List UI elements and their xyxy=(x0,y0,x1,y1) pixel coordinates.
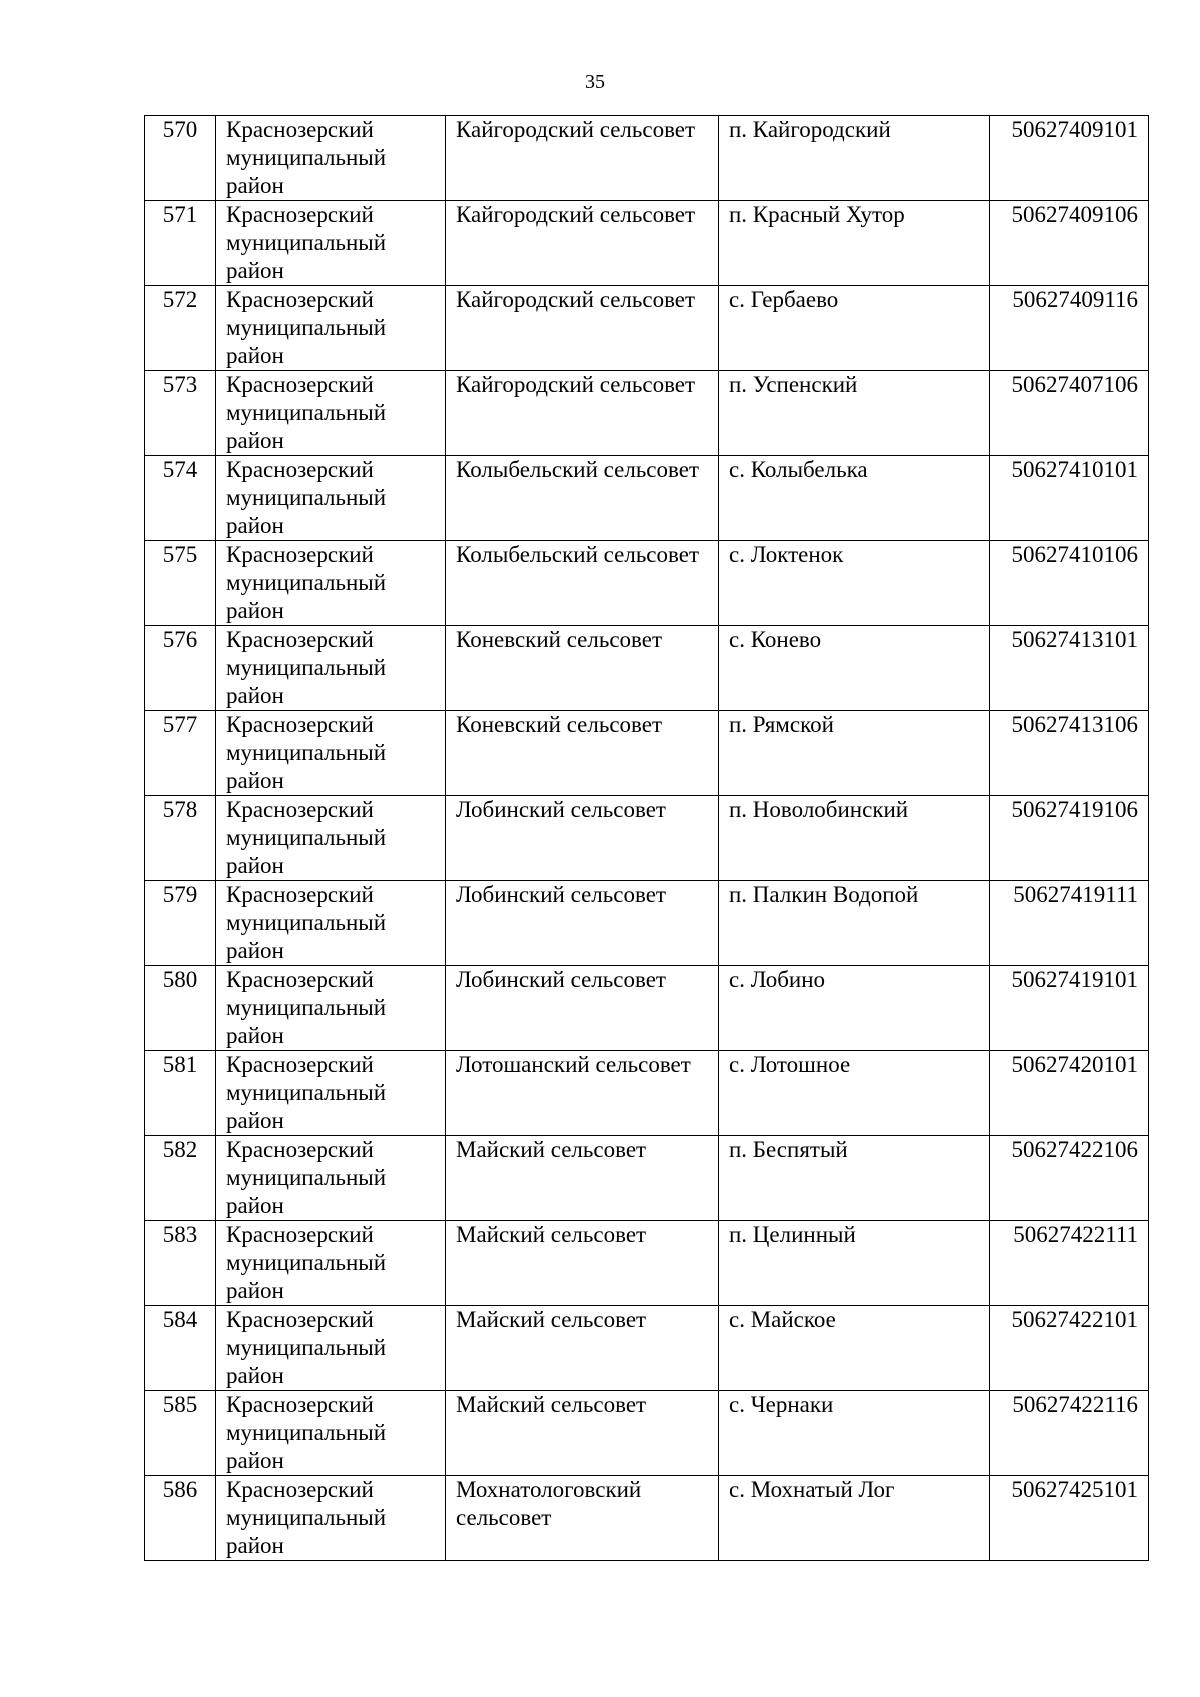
district-cell: Краснозерский муниципальный район xyxy=(216,541,446,626)
table-row xyxy=(145,1221,1149,1306)
oktmo-code-cell: 50627422116 xyxy=(990,1391,1149,1476)
row-number-cell: 577 xyxy=(145,711,216,796)
table-row xyxy=(145,456,1149,541)
table-row xyxy=(145,711,1149,796)
table-row xyxy=(145,626,1149,711)
council-cell: Коневский сельсовет xyxy=(446,711,719,796)
council-cell: Майский сельсовет xyxy=(446,1306,719,1391)
oktmo-code-cell: 50627410101 xyxy=(990,456,1149,541)
council-cell: Кайгородский сельсовет xyxy=(446,116,719,201)
table-row xyxy=(145,1136,1149,1221)
row-number-cell: 584 xyxy=(145,1306,216,1391)
table-row xyxy=(145,541,1149,626)
settlement-cell: п. Целинный xyxy=(719,1221,990,1306)
row-number-cell: 571 xyxy=(145,201,216,286)
table-row xyxy=(145,201,1149,286)
settlement-cell: п. Рямской xyxy=(719,711,990,796)
oktmo-code-cell: 50627419106 xyxy=(990,796,1149,881)
settlement-cell: с. Чернаки xyxy=(719,1391,990,1476)
district-cell: Краснозерский муниципальный район xyxy=(216,1051,446,1136)
table-row xyxy=(145,116,1149,201)
row-number-cell: 574 xyxy=(145,456,216,541)
district-cell: Краснозерский муниципальный район xyxy=(216,626,446,711)
row-number-cell: 582 xyxy=(145,1136,216,1221)
settlements-table xyxy=(144,115,1149,1561)
district-cell: Краснозерский муниципальный район xyxy=(216,711,446,796)
council-cell: Колыбельский сельсовет xyxy=(446,456,719,541)
council-cell: Майский сельсовет xyxy=(446,1136,719,1221)
row-number-cell: 575 xyxy=(145,541,216,626)
settlement-cell: п. Новолобинский xyxy=(719,796,990,881)
council-cell: Майский сельсовет xyxy=(446,1221,719,1306)
settlement-cell: с. Гербаево xyxy=(719,286,990,371)
district-cell: Краснозерский муниципальный район xyxy=(216,796,446,881)
district-cell: Краснозерский муниципальный район xyxy=(216,201,446,286)
district-cell: Краснозерский муниципальный район xyxy=(216,116,446,201)
oktmo-code-cell: 50627409106 xyxy=(990,201,1149,286)
settlement-cell: с. Колыбелька xyxy=(719,456,990,541)
page-number: 35 xyxy=(585,71,605,93)
district-cell: Краснозерский муниципальный район xyxy=(216,1306,446,1391)
council-cell: Колыбельский сельсовет xyxy=(446,541,719,626)
oktmo-code-cell: 50627413106 xyxy=(990,711,1149,796)
oktmo-code-cell: 50627419101 xyxy=(990,966,1149,1051)
table-row xyxy=(145,881,1149,966)
row-number-cell: 585 xyxy=(145,1391,216,1476)
row-number-cell: 573 xyxy=(145,371,216,456)
settlement-cell: с. Мохнатый Лог xyxy=(719,1476,990,1561)
table-row xyxy=(145,796,1149,881)
council-cell: Кайгородский сельсовет xyxy=(446,201,719,286)
settlement-cell: с. Лотошное xyxy=(719,1051,990,1136)
oktmo-code-cell: 50627407106 xyxy=(990,371,1149,456)
row-number-cell: 581 xyxy=(145,1051,216,1136)
table-row xyxy=(145,1306,1149,1391)
council-cell: Лобинский сельсовет xyxy=(446,796,719,881)
council-cell: Лотошанский сельсовет xyxy=(446,1051,719,1136)
council-cell: Коневский сельсовет xyxy=(446,626,719,711)
row-number-cell: 583 xyxy=(145,1221,216,1306)
oktmo-code-cell: 50627410106 xyxy=(990,541,1149,626)
council-cell: Кайгородский сельсовет xyxy=(446,371,719,456)
council-cell: Майский сельсовет xyxy=(446,1391,719,1476)
table-row xyxy=(145,286,1149,371)
oktmo-code-cell: 50627425101 xyxy=(990,1476,1149,1561)
district-cell: Краснозерский муниципальный район xyxy=(216,1136,446,1221)
oktmo-code-cell: 50627422111 xyxy=(990,1221,1149,1306)
council-cell: Лобинский сельсовет xyxy=(446,881,719,966)
district-cell: Краснозерский муниципальный район xyxy=(216,1221,446,1306)
settlement-cell: с. Локтенок xyxy=(719,541,990,626)
oktmo-code-cell: 50627409116 xyxy=(990,286,1149,371)
district-cell: Краснозерский муниципальный район xyxy=(216,881,446,966)
table-row xyxy=(145,1476,1149,1561)
row-number-cell: 579 xyxy=(145,881,216,966)
settlement-cell: п. Палкин Водопой xyxy=(719,881,990,966)
oktmo-code-cell: 50627419111 xyxy=(990,881,1149,966)
oktmo-code-cell: 50627422106 xyxy=(990,1136,1149,1221)
row-number-cell: 580 xyxy=(145,966,216,1051)
council-cell: Лобинский сельсовет xyxy=(446,966,719,1051)
oktmo-code-cell: 50627413101 xyxy=(990,626,1149,711)
settlement-cell: с. Майское xyxy=(719,1306,990,1391)
district-cell: Краснозерский муниципальный район xyxy=(216,286,446,371)
table-row xyxy=(145,966,1149,1051)
district-cell: Краснозерский муниципальный район xyxy=(216,966,446,1051)
district-cell: Краснозерский муниципальный район xyxy=(216,456,446,541)
settlement-cell: с. Лобино xyxy=(719,966,990,1051)
district-cell: Краснозерский муниципальный район xyxy=(216,1476,446,1561)
row-number-cell: 576 xyxy=(145,626,216,711)
settlement-cell: п. Красный Хутор xyxy=(719,201,990,286)
row-number-cell: 586 xyxy=(145,1476,216,1561)
oktmo-code-cell: 50627420101 xyxy=(990,1051,1149,1136)
settlement-cell: п. Успенский xyxy=(719,371,990,456)
row-number-cell: 572 xyxy=(145,286,216,371)
table-body xyxy=(145,116,1149,1561)
oktmo-code-cell: 50627409101 xyxy=(990,116,1149,201)
table-row xyxy=(145,1391,1149,1476)
row-number-cell: 578 xyxy=(145,796,216,881)
table-row xyxy=(145,371,1149,456)
settlement-cell: п. Беспятый xyxy=(719,1136,990,1221)
row-number-cell: 570 xyxy=(145,116,216,201)
district-cell: Краснозерский муниципальный район xyxy=(216,1391,446,1476)
council-cell: Мохнатологовский сельсовет xyxy=(446,1476,719,1561)
district-cell: Краснозерский муниципальный район xyxy=(216,371,446,456)
settlement-cell: п. Кайгородский xyxy=(719,116,990,201)
council-cell: Кайгородский сельсовет xyxy=(446,286,719,371)
table-row xyxy=(145,1051,1149,1136)
settlement-cell: с. Конево xyxy=(719,626,990,711)
oktmo-code-cell: 50627422101 xyxy=(990,1306,1149,1391)
